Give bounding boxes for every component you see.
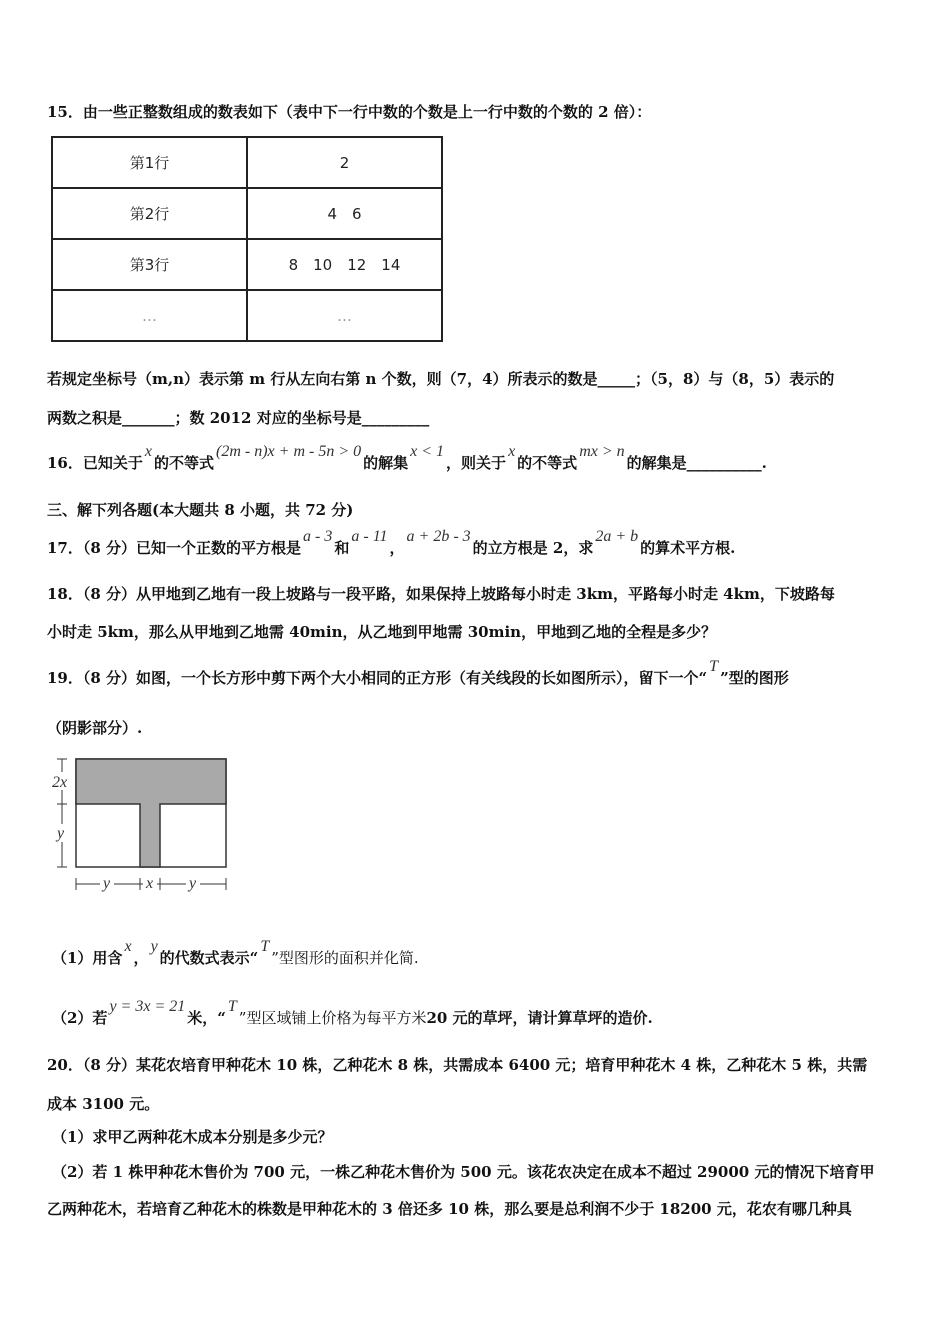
q17-text: 的算术平方根. xyxy=(640,539,736,557)
q17-math: 2a + b xyxy=(595,528,639,545)
q17-math: a + 2b - 3 xyxy=(406,528,471,545)
q17-text: ， xyxy=(389,539,405,557)
t-shape-figure xyxy=(48,754,238,896)
q15-text-1: 若规定坐标号（m,n）表示第 m 行从左向右第 n 个数，则（7，4）所表示的数是_____；（5，8）与（8，5）表示的 xyxy=(47,370,835,388)
q18-line-1: 18．（8 分）从甲地到乙地有一段上坡路与一段平路，如果保持上坡路每小时走 3km，平路每小时走 4km，下坡路每 xyxy=(47,585,835,603)
table-cell: 第1行 xyxy=(52,137,247,188)
q19-text: 19．（8 分）如图，一个长方形中剪下两个大小相同的正方形（有关线段的长如图所示），留下一个“ xyxy=(47,669,708,687)
q19-sub2-text: ”型区域铺上价格为每平方米 xyxy=(238,1009,427,1027)
q16-text: 的解集 xyxy=(363,454,409,472)
table-cell: 2 xyxy=(247,137,442,188)
q17-math: a - 3 xyxy=(303,528,333,545)
q16-math: mx > n xyxy=(579,443,625,460)
q19-sub1-text: （1）用含 xyxy=(52,949,123,967)
label-x: x xyxy=(146,875,154,892)
q19-line-1 xyxy=(47,658,789,689)
table-row xyxy=(52,290,442,341)
table-row xyxy=(52,239,442,290)
q16-math: (2m - n)x + m - 5n > 0 xyxy=(216,443,362,460)
q16-math: x xyxy=(144,443,152,460)
q20-line-1: 20．（8 分）某花农培育甲种花木 10 株，乙种花木 8 株，共需成本 6400 元；培育甲种花木 4 株，乙种花木 5 株，共需 xyxy=(47,1056,868,1074)
q20-line-3: （1）求甲乙两种花木成本分别是多少元？ xyxy=(52,1128,333,1146)
q17-text: 的立方根是 2，求 xyxy=(472,539,594,557)
table-cell: 4 6 xyxy=(247,188,442,239)
q19-sub1-math: x xyxy=(124,938,132,955)
q19-sub1-text: ， xyxy=(133,949,149,967)
q19-sub2-text: 20 元的草坪，请计算草坪的造价. xyxy=(426,1009,653,1027)
table-cell: 第3行 xyxy=(52,239,247,290)
q20-line-4: （2）若 1 株甲种花木售价为 700 元，一株乙种花木售价为 500 元。该花农决定在成本不超过 29000 元的情况下培育甲 xyxy=(52,1163,875,1181)
q19-sub2-math: T xyxy=(227,998,237,1015)
number-table xyxy=(51,136,443,342)
label-2x: 2x xyxy=(52,774,68,791)
q19-math: T xyxy=(709,658,719,675)
q16-math: x xyxy=(508,443,516,460)
table-cell: 8 10 12 14 xyxy=(247,239,442,290)
q20-line-2: 成本 3100 元。 xyxy=(47,1095,160,1113)
q16-math: x < 1 xyxy=(410,443,445,460)
label-y-left: y xyxy=(103,875,111,892)
q19-text: ”型的图形 xyxy=(720,669,789,687)
q16-text: 的不等式 xyxy=(517,454,578,472)
q16-text: ，则关于 xyxy=(446,454,507,472)
table-cell: … xyxy=(52,290,247,341)
q17-math: a - 11 xyxy=(351,528,388,545)
table-cell: … xyxy=(247,290,442,341)
q19-sub-1 xyxy=(52,938,419,969)
q15-intro: 15．由一些正整数组成的数表如下（表中下一行中数的个数是上一行中数的个数的 2 倍）： xyxy=(47,103,652,121)
q19-sub2-text: 米，“ xyxy=(187,1009,226,1027)
q17-text: 和 xyxy=(334,539,350,557)
q16-text: 的不等式 xyxy=(153,454,214,472)
label-y-right: y xyxy=(189,875,197,892)
q16-text: 16．已知关于 xyxy=(47,454,143,472)
q17-text: 17．（8 分）已知一个正数的平方根是 xyxy=(47,539,302,557)
q20-line-5: 乙两种花木，若培育乙种花木的株数是甲种花木的 3 倍还多 10 株，那么要是总利润不少于 18200 元，花农有哪几种具 xyxy=(47,1200,852,1218)
q17 xyxy=(47,528,736,559)
table-row xyxy=(52,137,442,188)
q16 xyxy=(47,443,767,474)
q19-sub1-math: T xyxy=(260,938,270,955)
q18-line-2: 小时走 5km，那么从甲地到乙地需 40min，从乙地到甲地需 30min，甲地到乙地的全程是多少？ xyxy=(47,623,717,641)
q19-sub2-math: y = 3x = 21 xyxy=(109,998,186,1015)
q19-line-2: （阴影部分）. xyxy=(47,719,143,737)
q19-sub1-math: y xyxy=(150,938,158,955)
table-cell: 第2行 xyxy=(52,188,247,239)
q19-sub1-text: ”型图形的面积并化简. xyxy=(271,949,419,967)
q19-sub-2 xyxy=(52,998,653,1029)
section-heading: 三、解下列各题(本大题共 8 小题，共 72 分) xyxy=(47,501,354,519)
q15-text-2: 两数之积是_______；数 2012 对应的坐标号是_________ xyxy=(47,409,430,427)
label-y-side: y xyxy=(57,825,65,842)
q16-text: 的解集是__________. xyxy=(626,454,767,472)
q19-sub2-text: （2）若 xyxy=(52,1009,108,1027)
q19-sub1-text: 的代数式表示“ xyxy=(159,949,259,967)
table-row xyxy=(52,188,442,239)
